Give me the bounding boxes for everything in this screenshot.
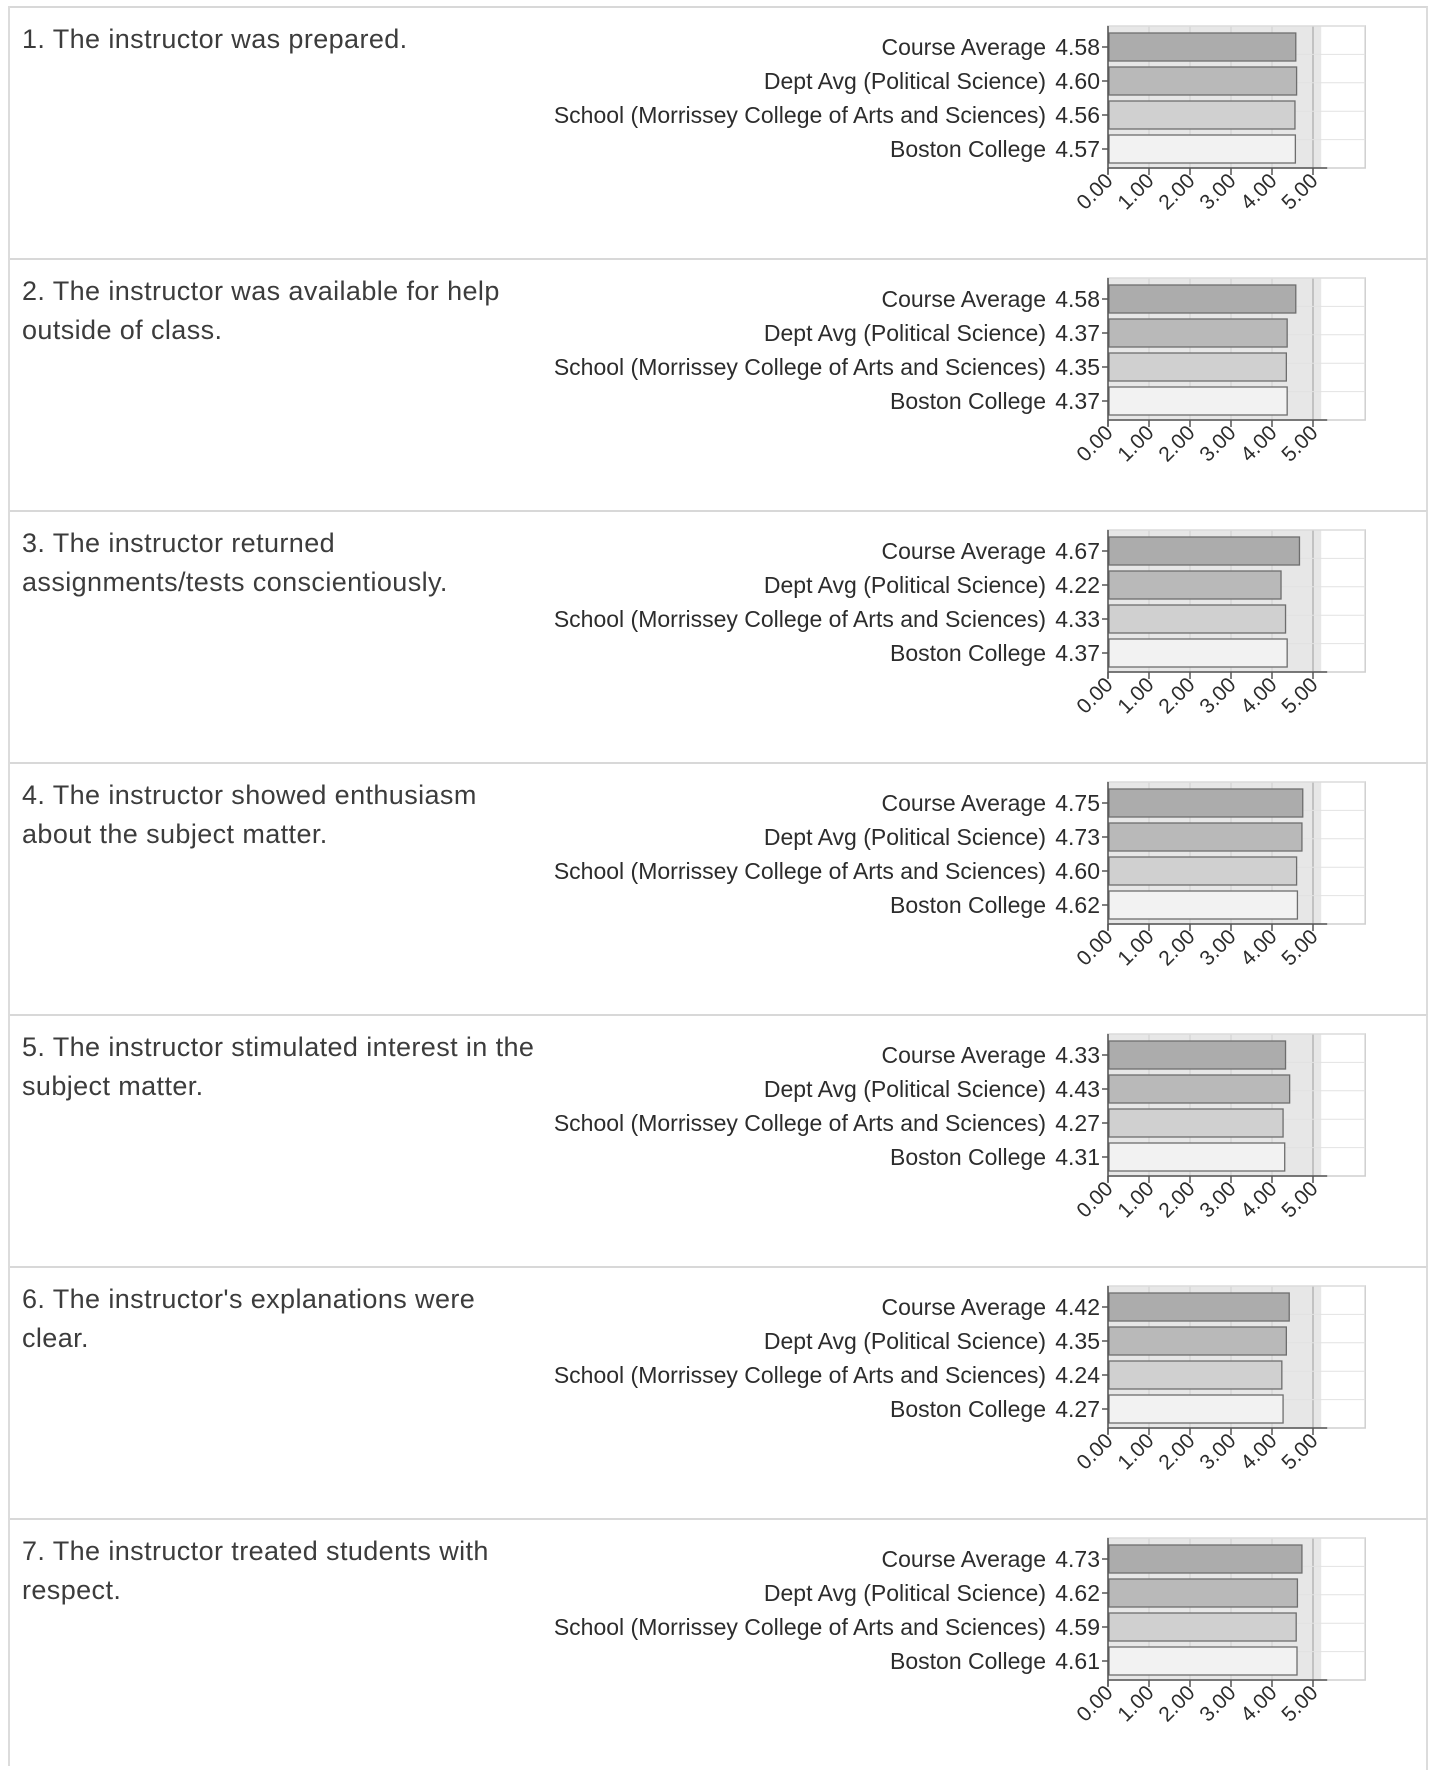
- category-label: Boston College: [890, 892, 1046, 918]
- bar-chart: [10, 1520, 1428, 1772]
- x-tick-label: 1.00: [1113, 925, 1159, 971]
- bar: [1109, 1613, 1296, 1641]
- bar: [1109, 1075, 1290, 1103]
- category-label: Course Average: [881, 1546, 1046, 1572]
- question-section: [10, 510, 1428, 762]
- value-label: 4.37: [1055, 640, 1100, 666]
- category-label: Course Average: [881, 538, 1046, 564]
- bar: [1109, 1293, 1289, 1321]
- x-tick-label: 2.00: [1154, 169, 1200, 215]
- value-label: 4.57: [1055, 136, 1100, 162]
- category-label: Course Average: [881, 1042, 1046, 1068]
- bar: [1109, 1395, 1283, 1423]
- x-tick-label: 5.00: [1277, 1681, 1323, 1727]
- x-tick-label: 2.00: [1154, 1681, 1200, 1727]
- category-label: Dept Avg (Political Science): [763, 572, 1046, 598]
- category-label: School (Morrissey College of Arts and Sciences): [553, 858, 1046, 884]
- x-tick-label: 2.00: [1154, 673, 1200, 719]
- x-tick-label: 1.00: [1113, 673, 1159, 719]
- category-label: Boston College: [890, 1396, 1046, 1422]
- x-tick-label: 0.00: [1072, 169, 1118, 215]
- value-label: 4.62: [1055, 892, 1100, 918]
- x-tick-label: 0.00: [1072, 673, 1118, 719]
- value-label: 4.56: [1055, 102, 1100, 128]
- bar: [1109, 1109, 1283, 1137]
- bar: [1109, 537, 1299, 565]
- x-tick-label: 0.00: [1072, 421, 1118, 467]
- category-label: School (Morrissey College of Arts and Sciences): [553, 354, 1046, 380]
- value-label: 4.27: [1055, 1396, 1100, 1422]
- x-tick-label: 1.00: [1113, 1681, 1159, 1727]
- x-tick-label: 5.00: [1277, 673, 1323, 719]
- value-label: 4.35: [1055, 1328, 1100, 1354]
- category-label: Boston College: [890, 1648, 1046, 1674]
- bar: [1109, 891, 1297, 919]
- bar: [1109, 1545, 1302, 1573]
- category-label: Boston College: [890, 388, 1046, 414]
- bar: [1109, 353, 1286, 381]
- x-tick-label: 2.00: [1154, 1177, 1200, 1223]
- category-label: Dept Avg (Political Science): [763, 1580, 1046, 1606]
- category-label: Course Average: [881, 34, 1046, 60]
- bar: [1109, 1647, 1297, 1675]
- x-tick-label: 0.00: [1072, 925, 1118, 971]
- category-label: Dept Avg (Political Science): [763, 320, 1046, 346]
- x-tick-label: 5.00: [1277, 421, 1323, 467]
- category-label: School (Morrissey College of Arts and Sciences): [553, 606, 1046, 632]
- category-label: Dept Avg (Political Science): [763, 824, 1046, 850]
- question-text: 4. The instructor showed enthusiasm about the subject matter.: [22, 780, 477, 849]
- value-label: 4.75: [1055, 790, 1100, 816]
- value-label: 4.33: [1055, 1042, 1100, 1068]
- value-label: 4.33: [1055, 606, 1100, 632]
- category-label: Boston College: [890, 1144, 1046, 1170]
- bar: [1109, 67, 1297, 95]
- x-tick-label: 4.00: [1236, 1681, 1282, 1727]
- bar: [1109, 33, 1296, 61]
- x-tick-label: 1.00: [1113, 169, 1159, 215]
- bar-chart: [10, 1016, 1428, 1268]
- question-text: 7. The instructor treated students with respect.: [22, 1536, 489, 1605]
- x-tick-label: 2.00: [1154, 1429, 1200, 1475]
- category-label: Dept Avg (Political Science): [763, 1076, 1046, 1102]
- category-label: School (Morrissey College of Arts and Sciences): [553, 1362, 1046, 1388]
- bar-chart: [10, 260, 1428, 512]
- bar-chart: [10, 8, 1428, 260]
- bar: [1109, 789, 1303, 817]
- value-label: 4.61: [1055, 1648, 1100, 1674]
- bar: [1109, 605, 1286, 633]
- x-tick-label: 4.00: [1236, 673, 1282, 719]
- question-section: [10, 762, 1428, 1014]
- evaluation-report: [8, 6, 1428, 1766]
- category-label: Dept Avg (Political Science): [763, 1328, 1046, 1354]
- question-section: [10, 1014, 1428, 1266]
- value-label: 4.42: [1055, 1294, 1100, 1320]
- value-label: 4.62: [1055, 1580, 1100, 1606]
- x-tick-label: 5.00: [1277, 169, 1323, 215]
- category-label: Course Average: [881, 1294, 1046, 1320]
- bar: [1109, 135, 1295, 163]
- category-label: School (Morrissey College of Arts and Sciences): [553, 102, 1046, 128]
- bar: [1109, 1579, 1297, 1607]
- x-tick-label: 1.00: [1113, 421, 1159, 467]
- x-tick-label: 1.00: [1113, 1177, 1159, 1223]
- bar-chart: [10, 512, 1428, 764]
- x-tick-label: 0.00: [1072, 1429, 1118, 1475]
- bar: [1109, 1327, 1286, 1355]
- x-tick-label: 2.00: [1154, 925, 1200, 971]
- x-tick-label: 3.00: [1195, 421, 1241, 467]
- x-tick-label: 2.00: [1154, 421, 1200, 467]
- bar: [1109, 387, 1287, 415]
- value-label: 4.58: [1055, 286, 1100, 312]
- x-tick-label: 4.00: [1236, 421, 1282, 467]
- x-tick-label: 3.00: [1195, 1681, 1241, 1727]
- bar: [1109, 1361, 1282, 1389]
- bar: [1109, 1041, 1286, 1069]
- x-tick-label: 5.00: [1277, 1177, 1323, 1223]
- value-label: 4.73: [1055, 1546, 1100, 1572]
- x-tick-label: 0.00: [1072, 1177, 1118, 1223]
- question-text: 2. The instructor was available for help outside of class.: [22, 276, 500, 345]
- bar: [1109, 571, 1281, 599]
- question-text: 6. The instructor's explanations were clear.: [22, 1284, 476, 1353]
- category-label: Course Average: [881, 790, 1046, 816]
- category-label: Boston College: [890, 136, 1046, 162]
- x-tick-label: 5.00: [1277, 925, 1323, 971]
- x-tick-label: 3.00: [1195, 1429, 1241, 1475]
- x-tick-label: 1.00: [1113, 1429, 1159, 1475]
- category-label: School (Morrissey College of Arts and Sciences): [553, 1110, 1046, 1136]
- bar-chart: [10, 764, 1428, 1016]
- x-tick-label: 3.00: [1195, 169, 1241, 215]
- value-label: 4.60: [1055, 68, 1100, 94]
- x-tick-label: 5.00: [1277, 1429, 1323, 1475]
- value-label: 4.60: [1055, 858, 1100, 884]
- value-label: 4.59: [1055, 1614, 1100, 1640]
- category-label: Dept Avg (Political Science): [763, 68, 1046, 94]
- bar: [1109, 1143, 1285, 1171]
- x-tick-label: 3.00: [1195, 1177, 1241, 1223]
- bar: [1109, 101, 1295, 129]
- category-label: Boston College: [890, 640, 1046, 666]
- value-label: 4.67: [1055, 538, 1100, 564]
- x-tick-label: 3.00: [1195, 673, 1241, 719]
- bar: [1109, 857, 1297, 885]
- x-tick-label: 3.00: [1195, 925, 1241, 971]
- value-label: 4.24: [1055, 1362, 1100, 1388]
- value-label: 4.58: [1055, 34, 1100, 60]
- question-section: [10, 1518, 1428, 1770]
- x-tick-label: 4.00: [1236, 169, 1282, 215]
- value-label: 4.73: [1055, 824, 1100, 850]
- bar: [1109, 823, 1302, 851]
- question-section: [10, 258, 1428, 510]
- value-label: 4.27: [1055, 1110, 1100, 1136]
- question-text: 3. The instructor returned assignments/tests conscientiously.: [22, 528, 448, 597]
- question-section: [10, 6, 1428, 258]
- category-label: Course Average: [881, 286, 1046, 312]
- bar: [1109, 285, 1296, 313]
- bar-chart: [10, 1268, 1428, 1520]
- question-section: [10, 1266, 1428, 1518]
- x-tick-label: 4.00: [1236, 1177, 1282, 1223]
- value-label: 4.43: [1055, 1076, 1100, 1102]
- value-label: 4.31: [1055, 1144, 1100, 1170]
- x-tick-label: 4.00: [1236, 1429, 1282, 1475]
- category-label: School (Morrissey College of Arts and Sciences): [553, 1614, 1046, 1640]
- question-text: 5. The instructor stimulated interest in the subject matter.: [22, 1032, 535, 1101]
- value-label: 4.35: [1055, 354, 1100, 380]
- bar: [1109, 319, 1287, 347]
- bar: [1109, 639, 1287, 667]
- value-label: 4.22: [1055, 572, 1100, 598]
- question-text: 1. The instructor was prepared.: [22, 24, 408, 54]
- x-tick-label: 4.00: [1236, 925, 1282, 971]
- x-tick-label: 0.00: [1072, 1681, 1118, 1727]
- value-label: 4.37: [1055, 320, 1100, 346]
- value-label: 4.37: [1055, 388, 1100, 414]
